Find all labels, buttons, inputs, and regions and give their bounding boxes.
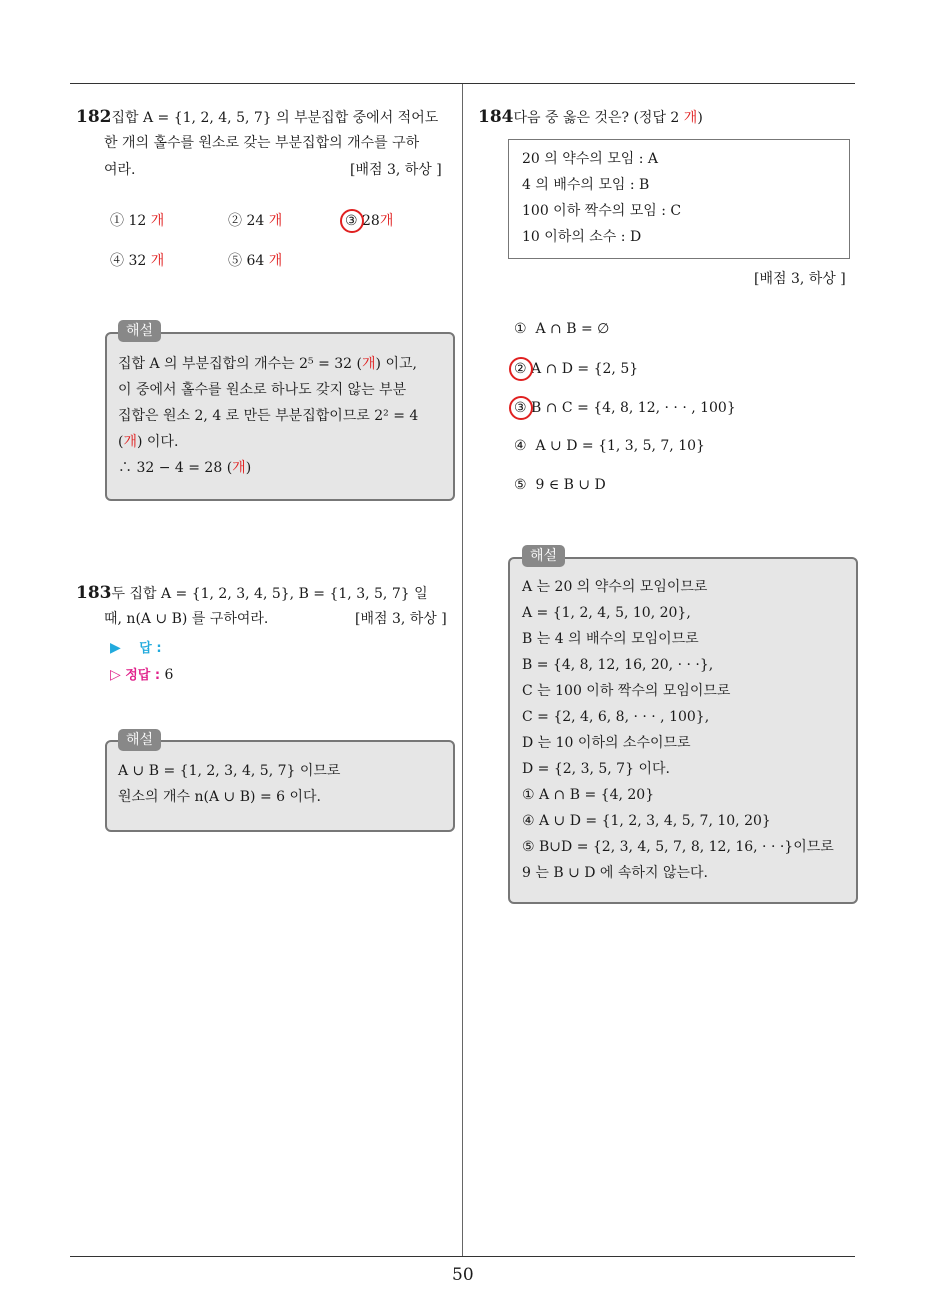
play-triangle-icon: ▶ [110, 640, 121, 656]
solution-line: D 는 10 이하의 소수이므로 [522, 735, 691, 751]
page-number: 50 [452, 1265, 474, 1285]
correct-answer-row [110, 662, 173, 689]
question-text: 집합 A = {1, 2, 4, 5, 7} 의 부분집합 중에서 적어도 [111, 110, 439, 126]
bottom-rule [70, 1256, 855, 1257]
solution-line: 9 는 B ∪ D 에 속하지 않는다. [522, 865, 708, 881]
solution-line: A ∪ B = {1, 2, 3, 4, 5, 7} 이므로 [118, 763, 341, 779]
score-label: [배점 3, 하상 ] [355, 611, 447, 627]
solution-line: A = {1, 2, 4, 5, 10, 20}, [522, 605, 691, 621]
choice-2[interactable]: ② A ∩ D = {2, 5} [514, 356, 638, 382]
question-number: 184 [478, 107, 514, 127]
question-number: 183 [76, 583, 112, 603]
outline-triangle-icon: ▷ [110, 667, 121, 683]
answer-label: 답 : [139, 641, 162, 656]
answer-circle-mark [509, 396, 533, 420]
question-text: 때, n(A ∪ B) 를 구하여라. [104, 611, 269, 627]
choice-4[interactable]: ④ A ∪ D = {1, 3, 5, 7, 10} [514, 438, 705, 454]
question-text: 여라. [104, 162, 136, 178]
score-label: [배점 3, 하상 ] [350, 162, 442, 178]
definition-line: 100 이하 짝수의 모임 : C [522, 203, 682, 219]
solution-line: 집합은 원소 2, 4 로 만든 부분집합이므로 2² = 4 [118, 408, 419, 424]
solution-line: ⑤ B∪D = {2, 3, 4, 5, 7, 8, 12, 16, · · ·}이므로 [522, 839, 834, 855]
choice-3[interactable]: ③ 28개 [345, 208, 393, 234]
question-text: 두 집합 A = {1, 2, 3, 4, 5}, B = {1, 3, 5, 7} 일 [111, 586, 428, 602]
solution-line: ① A ∩ B = {4, 20} [522, 787, 655, 803]
solution-line: ④ A ∪ D = {1, 2, 3, 4, 5, 7, 10, 20} [522, 813, 771, 829]
question-text: 한 개의 홀수를 원소로 갖는 부분집합의 개수를 구하 [104, 135, 420, 151]
solution-tag: 해설 [522, 545, 565, 567]
solution-line: 집합 A 의 부분집합의 개수는 2⁵ = 32 (개) 이고, [118, 356, 417, 372]
question-number: 182 [76, 107, 112, 127]
answer-circle-mark [340, 209, 364, 233]
solution-line: D = {2, 3, 5, 7} 이다. [522, 761, 670, 777]
solution-line: 이 중에서 홀수를 원소로 하나도 갖지 않는 부분 [118, 382, 407, 398]
choice-2[interactable]: ② 24 개 [228, 213, 283, 229]
choice-5[interactable]: ⑤ 64 개 [228, 253, 283, 269]
definition-line: 20 의 약수의 모임 : A [522, 151, 659, 167]
definition-line: 10 이하의 소수 : D [522, 229, 642, 245]
solution-line: (개) 이다. [118, 434, 179, 450]
column-divider [462, 84, 463, 1256]
solution-tag: 해설 [118, 320, 161, 342]
answer-row[interactable] [110, 635, 162, 662]
solution-line: B = {4, 8, 12, 16, 20, · · ·}, [522, 657, 714, 673]
solution-line: C 는 100 이하 짝수의 모임이므로 [522, 683, 731, 699]
solution-tag: 해설 [118, 729, 161, 751]
choice-3[interactable]: ③ B ∩ C = {4, 8, 12, · · · , 100} [514, 395, 736, 421]
solution-line: A 는 20 의 약수의 모임이므로 [522, 579, 708, 595]
correct-answer-value: 6 [164, 667, 174, 683]
solution-line: B 는 4 의 배수의 모임이므로 [522, 631, 699, 647]
choice-1[interactable]: ① 12 개 [110, 213, 165, 229]
solution-line: 원소의 개수 n(A ∪ B) = 6 이다. [118, 789, 321, 805]
solution-line: C = {2, 4, 6, 8, · · · , 100}, [522, 709, 710, 725]
definition-line: 4 의 배수의 모임 : B [522, 177, 650, 193]
solution-line: ∴ 32 − 4 = 28 (개) [118, 460, 252, 476]
correct-answer-label: 정답 : [125, 668, 161, 683]
score-label: [배점 3, 하상 ] [754, 271, 846, 287]
question-text: 다음 중 옳은 것은? (정답 2 개) [513, 110, 703, 126]
choice-4[interactable]: ④ 32 개 [110, 253, 165, 269]
choice-1[interactable]: ① A ∩ B = ∅ [514, 321, 610, 337]
answer-circle-mark [509, 357, 533, 381]
choice-5[interactable]: ⑤ 9 ∈ B ∪ D [514, 477, 606, 493]
